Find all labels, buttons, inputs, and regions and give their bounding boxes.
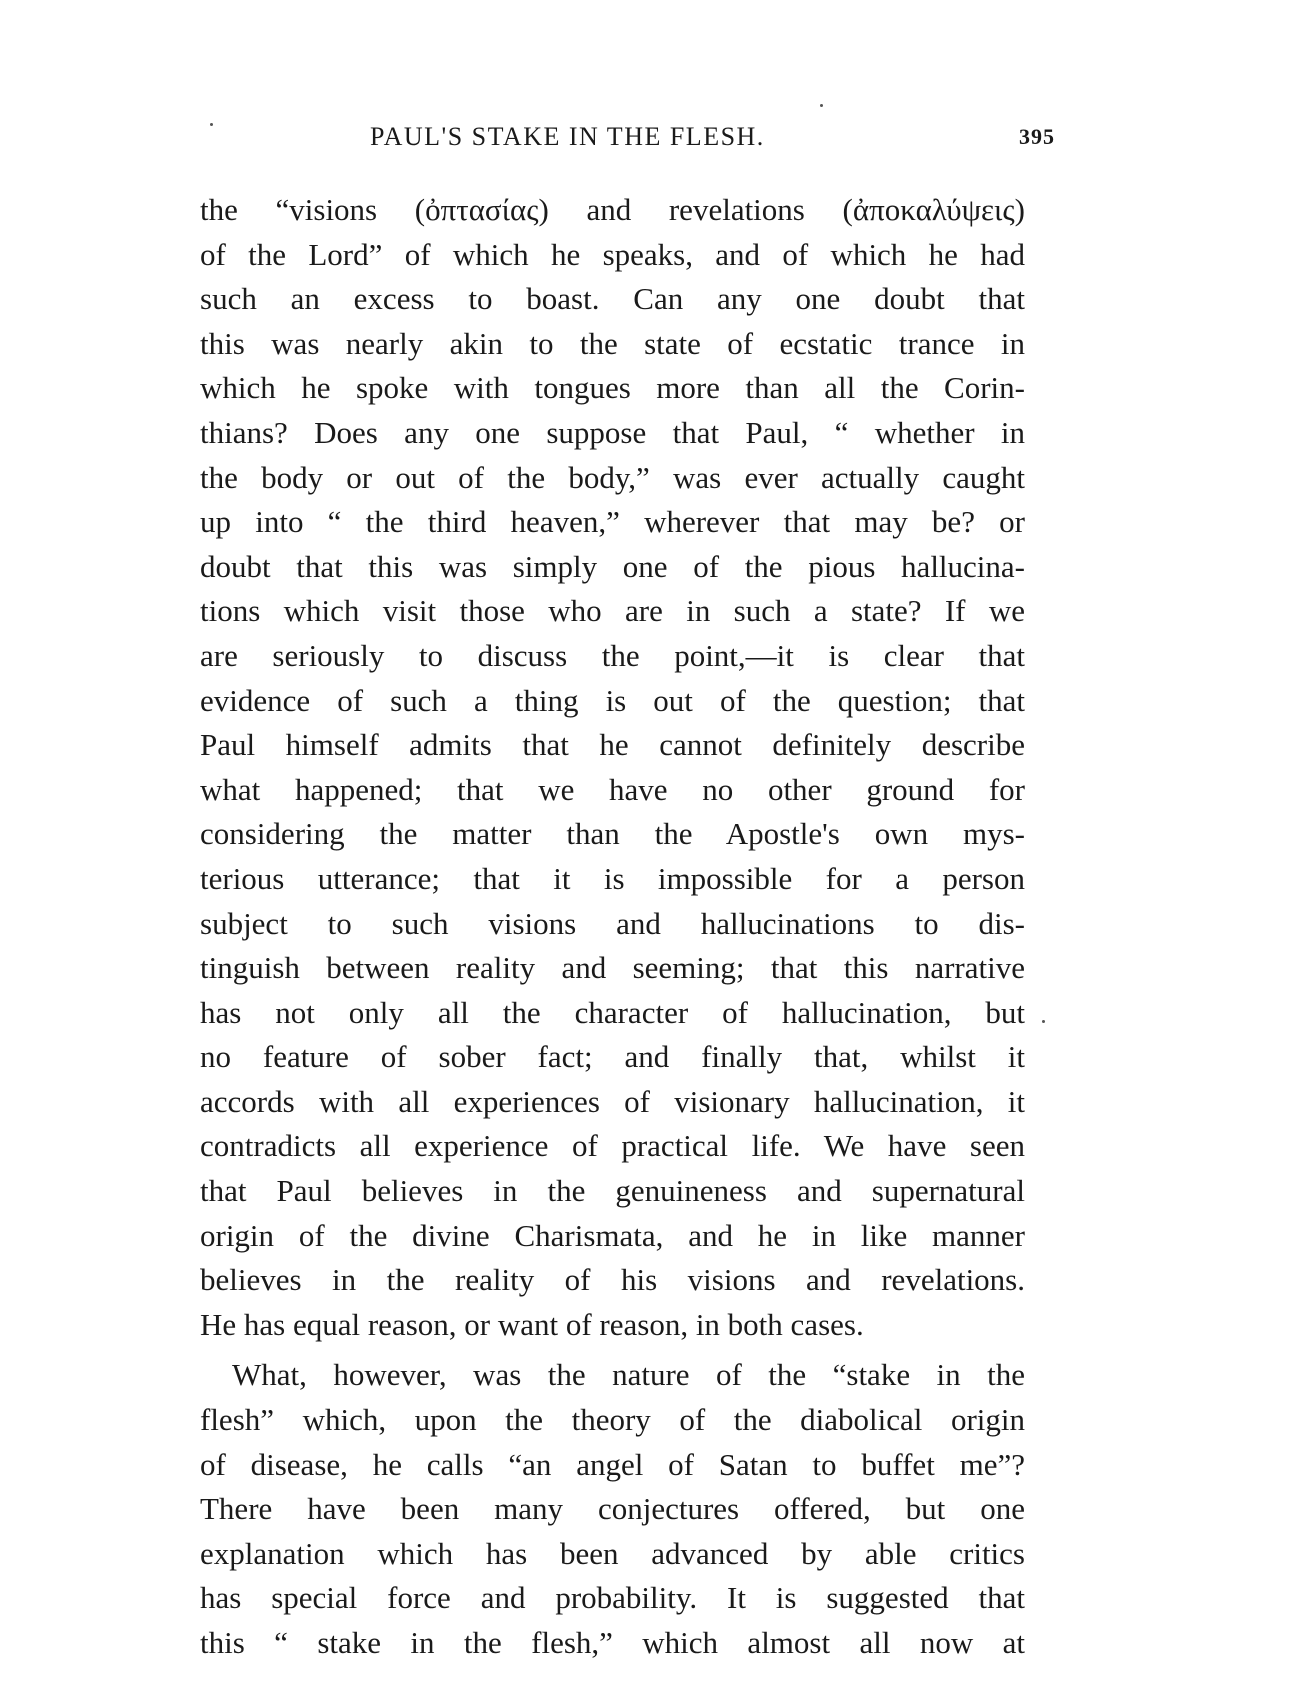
text-line: are seriously to discuss the point,—it is clear that xyxy=(200,637,1025,673)
text-line: considering the matter than the Apostle's own mys- xyxy=(200,816,1025,852)
running-title: PAUL'S STAKE IN THE FLESH. xyxy=(370,122,765,151)
body-text xyxy=(200,188,1025,1666)
text-line: what happened; that we have no other ground for xyxy=(200,771,1025,807)
running-head xyxy=(200,122,1055,162)
page-number: 395 xyxy=(1019,124,1055,149)
text-line: doubt that this was simply one of the pious hallucina- xyxy=(200,548,1025,584)
text-line: believes in the reality of his visions and revelations. xyxy=(200,1262,1025,1298)
text-line: of the Lord” of which he speaks, and of which he had xyxy=(200,236,1025,272)
text-line: explanation which has been advanced by able critics xyxy=(200,1535,1025,1571)
text-line: thians? Does any one suppose that Paul, “ whether in xyxy=(200,414,1025,450)
text-line: accords with all experiences of visionary hallucination, it xyxy=(200,1083,1025,1119)
text-line: the body or out of the body,” was ever actually caught xyxy=(200,459,1025,495)
text-line: flesh” which, upon the theory of the diabolical origin xyxy=(200,1402,1025,1438)
print-speck xyxy=(820,104,823,107)
text-line: terious utterance; that it is impossible for a person xyxy=(200,860,1025,896)
text-line: which he spoke with tongues more than all the Corin- xyxy=(200,370,1025,406)
text-line: the “visions (ὀπτασίας) and revelations (ἀποκαλύψεις) xyxy=(200,192,1025,227)
text-line: this “ stake in the flesh,” which almost all now at xyxy=(200,1625,1025,1660)
text-line: There have been many conjectures offered, but one xyxy=(200,1491,1025,1527)
text-line: origin of the divine Charismata, and he in like manner xyxy=(200,1217,1025,1253)
text-line: has special force and probability. It is suggested that xyxy=(200,1580,1025,1616)
text-line: tinguish between reality and seeming; that this narrative xyxy=(200,950,1025,986)
text-line: He has equal reason, or want of reason, in both cases. xyxy=(200,1306,864,1342)
text-line: subject to such visions and hallucinations to dis- xyxy=(200,905,1025,941)
text-line: What, however, was the nature of the “stake in the xyxy=(232,1357,1025,1393)
text-line: of disease, he calls “an angel of Satan to buffet me”? xyxy=(200,1446,1025,1482)
text-line: evidence of such a thing is out of the question; that xyxy=(200,682,1025,718)
print-speck xyxy=(210,123,213,126)
text-line: such an excess to boast. Can any one doubt that xyxy=(200,281,1025,317)
text-line: no feature of sober fact; and finally that, whilst it xyxy=(200,1039,1025,1075)
text-line: Paul himself admits that he cannot definitely describe xyxy=(200,727,1025,763)
text-line: up into “ the third heaven,” wherever that may be? or xyxy=(200,504,1025,540)
text-line: contradicts all experience of practical life. We have seen xyxy=(200,1128,1025,1164)
text-line: has not only all the character of hallucination, but xyxy=(200,994,1025,1030)
paragraph-2 xyxy=(200,1353,1025,1665)
print-speck xyxy=(1042,1020,1045,1023)
text-line: tions which visit those who are in such a state? If we xyxy=(200,593,1025,629)
text-line: that Paul believes in the genuineness and supernatural xyxy=(200,1173,1025,1209)
paragraph-1 xyxy=(200,188,1025,1347)
text-line: this was nearly akin to the state of ecstatic trance in xyxy=(200,325,1025,361)
